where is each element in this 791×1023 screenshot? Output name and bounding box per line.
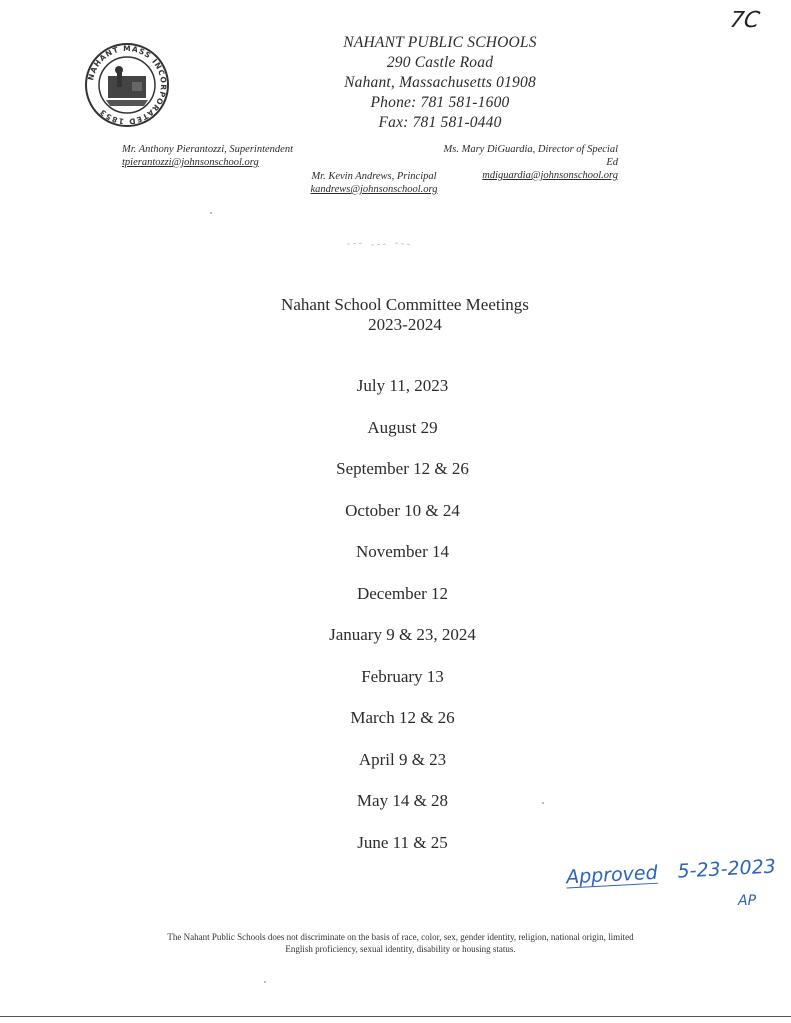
staff-email-link[interactable]: tpierantozzi@johnsonschool.org (122, 157, 259, 168)
scan-smudge (345, 236, 415, 246)
school-fax: Fax: 781 581-0440 (378, 114, 502, 131)
scan-speck (542, 802, 544, 804)
meeting-date: July 11, 2023 (356, 376, 449, 395)
meeting-date: October 10 & 24 (345, 500, 460, 520)
staff-email-link[interactable]: mdiguardia@johnsonschool.org (482, 170, 618, 181)
meeting-date: January 9 & 23, 2024 (329, 625, 476, 644)
staff-name: Mr. Anthony Pierantozzi, Superintendent (122, 144, 293, 155)
school-address: 290 Castle Road (386, 54, 494, 71)
page-bottom-rule (0, 1016, 791, 1017)
meeting-date: August 29 (367, 417, 438, 437)
scan-speck (210, 212, 212, 214)
meeting-date: April 9 & 23 (358, 749, 447, 769)
footer-line-1: The Nahant Public Schools does not discriminate on the basis of race, color, sex, gender identity, religion, national origin, limited (167, 932, 634, 942)
meeting-date: June 11 & 25 (357, 832, 448, 852)
meeting-dates-list (280, 374, 525, 872)
title-line-2: 2023-2024 (368, 315, 442, 334)
handwritten-approval (566, 856, 777, 889)
footer-line-2: English proficiency, sexual identity, disability or housing status. (285, 944, 516, 954)
approval-initials: AP (738, 893, 757, 909)
meeting-date: September 12 & 26 (336, 459, 469, 478)
non-discrimination-footer (128, 931, 673, 955)
seal-text: NAHANT MASS INCORPORATED 1853 (86, 43, 169, 127)
meeting-date: February 13 (361, 666, 444, 686)
staff-superintendent (122, 143, 293, 169)
approval-word: Approved (565, 861, 659, 889)
school-name: NAHANT PUBLIC SCHOOLS (343, 34, 537, 51)
meeting-date: November 14 (355, 542, 449, 561)
staff-name: Mr. Kevin Andrews, Principal (311, 171, 437, 182)
staff-principal (298, 170, 450, 196)
document-title (230, 295, 580, 335)
school-phone: Phone: 781 581-1600 (370, 94, 510, 111)
school-city: Nahant, Massachusetts 01908 (344, 74, 536, 91)
approval-date: 5-23-2023 (677, 855, 777, 883)
staff-special-ed (438, 143, 618, 182)
title-line-1: Nahant School Committee Meetings (281, 295, 529, 314)
meeting-date: December 12 (356, 583, 449, 603)
scan-speck (264, 981, 266, 983)
handwritten-corner-mark: 7C (728, 8, 762, 33)
meeting-date: May 14 & 28 (356, 791, 449, 810)
staff-name: Ms. Mary DiGuardia, Director of Special Ed (443, 144, 618, 168)
letterhead (300, 33, 580, 133)
staff-email-link[interactable]: kandrews@johnsonschool.org (310, 184, 438, 195)
meeting-date: March 12 & 26 (350, 708, 455, 727)
town-seal-logo (84, 42, 170, 128)
